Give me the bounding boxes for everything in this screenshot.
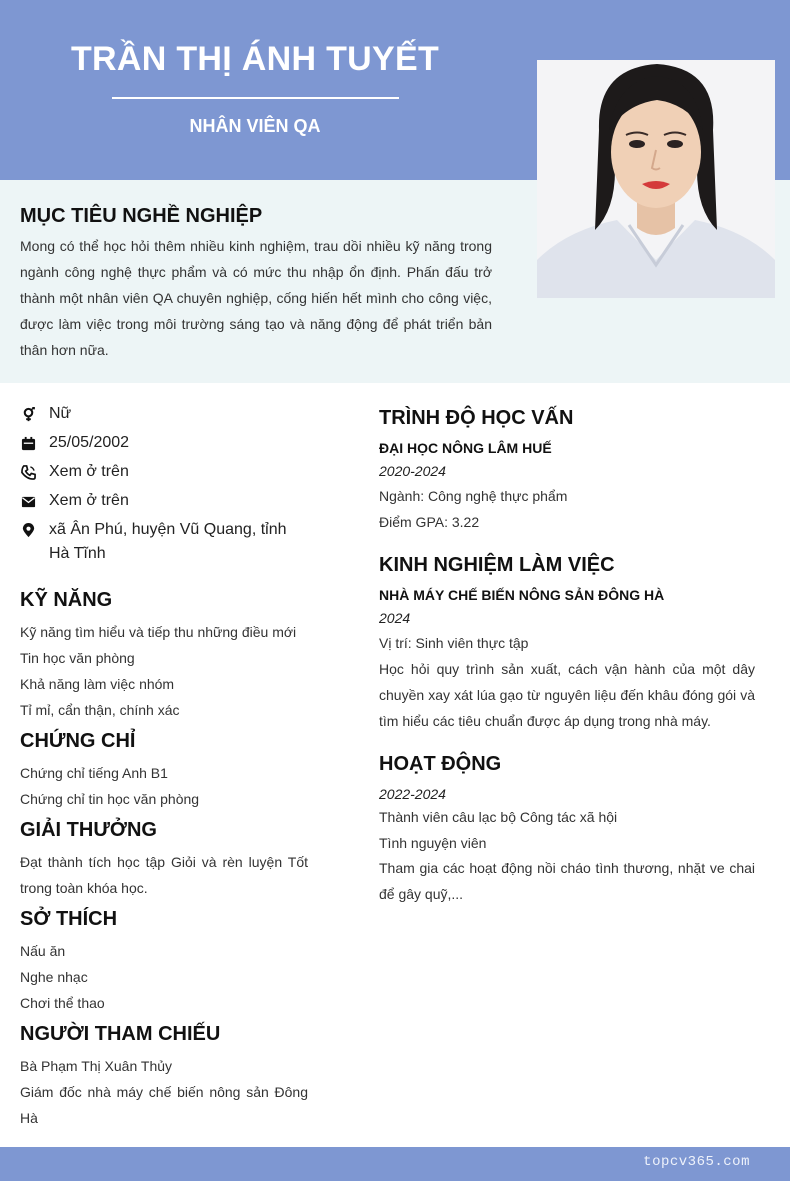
phone-icon (20, 460, 36, 484)
list-item: Chứng chỉ tin học văn phòng (20, 791, 200, 807)
list-item: Chơi thể thao (20, 995, 105, 1011)
hobbies-title: SỞ THÍCH (20, 908, 118, 930)
awards-title: GIẢI THƯỞNG (20, 819, 157, 841)
profile-photo (537, 60, 775, 298)
references-title: NGƯỜI THAM CHIẾU (20, 1023, 221, 1045)
experience-title: KINH NGHIỆM LÀM VIỆC (379, 554, 615, 576)
candidate-name: TRẦN THỊ ÁNH TUYẾT (70, 40, 440, 78)
objective-text: Mong có thể học hỏi thêm nhiều kinh nghiệm, trau dồi nhiều kỹ năng trong ngành công nghệ thực phẩm và có mức thu nhập ổn định. Phấn đấu trở thành một nhân viên QA chuyên nghiệp, cống hiến hết mình cho công việc, được làm việc trong môi trường sáng tạo và năng động để phát triển bản thân hơn nữa. (20, 238, 492, 358)
address-value: xã Ân Phú, huyện Vũ Quang, tỉnh Hà Tĩnh (49, 521, 287, 562)
activities-title: HOẠT ĐỘNG (379, 753, 502, 775)
job-title: NHÂN VIÊN QA (189, 116, 321, 136)
email-icon (20, 489, 36, 513)
list-item: Khả năng làm việc nhóm (20, 676, 175, 692)
list-item: Chứng chỉ tiếng Anh B1 (20, 765, 168, 781)
hobbies-list (20, 938, 310, 1016)
experience-position: Vị trí: Sinh viên thực tập (379, 635, 529, 651)
experience-period: 2024 (379, 610, 411, 626)
info-address (20, 518, 310, 566)
activities-list (379, 804, 755, 856)
skills-title: KỸ NĂNG (20, 589, 113, 611)
list-item: Tỉ mỉ, cẩn thận, chính xác (20, 702, 180, 718)
list-item: Nghe nhạc (20, 969, 88, 985)
certificates-list (20, 760, 310, 812)
list-item: Kỹ năng tìm hiểu và tiếp thu những điều mới (20, 624, 297, 640)
reference-name: Bà Phạm Thị Xuân Thủy (20, 1058, 173, 1074)
birthday-value: 25/05/2002 (49, 434, 130, 451)
objective-title: MỤC TIÊU NGHỀ NGHIỆP (20, 205, 263, 227)
list-item: Tình nguyện viên (379, 835, 487, 851)
email-value: Xem ở trên (49, 492, 129, 509)
footer-bar (0, 1147, 790, 1181)
reference-position: Giám đốc nhà máy chế biến nông sản Đông Hà (20, 1084, 308, 1126)
experience-description: Học hỏi quy trình sản xuất, cách vận hành của một dây chuyền xay xát lúa gạo từ nguyên liệu đến khâu đóng gói và tìm hiểu các tiêu chuẩn được áp dụng trong nhà máy. (379, 661, 755, 729)
education-school: ĐẠI HỌC NÔNG LÂM HUẾ (379, 440, 552, 456)
info-email (20, 489, 310, 513)
skills-list (20, 619, 310, 723)
awards-text: Đạt thành tích học tập Giỏi và rèn luyện Tốt trong toàn khóa học. (20, 854, 308, 896)
activities-description: Tham gia các hoạt động nồi cháo tình thương, nhặt ve chai để gây quỹ,... (379, 860, 755, 902)
info-gender (20, 402, 310, 426)
list-item: Tin học văn phòng (20, 650, 135, 666)
certificates-title: CHỨNG CHỈ (20, 730, 136, 752)
name-divider (112, 97, 399, 99)
education-gpa: Điểm GPA: 3.22 (379, 514, 480, 530)
experience-company: NHÀ MÁY CHẾ BIẾN NÔNG SẢN ĐÔNG HÀ (379, 587, 665, 603)
list-item: Thành viên câu lạc bộ Công tác xã hội (379, 809, 618, 825)
list-item: Nấu ăn (20, 943, 66, 959)
brand-watermark: topcv365.com (643, 1154, 750, 1170)
personal-info-list (20, 402, 310, 571)
activities-period: 2022-2024 (379, 786, 446, 802)
calendar-icon (20, 431, 36, 455)
education-major: Ngành: Công nghệ thực phẩm (379, 488, 568, 504)
phone-value: Xem ở trên (49, 463, 129, 480)
education-title: TRÌNH ĐỘ HỌC VẤN (379, 407, 574, 429)
portrait-illustration (537, 60, 775, 298)
gender-value: Nữ (49, 405, 72, 422)
info-birthday (20, 431, 310, 455)
education-period: 2020-2024 (379, 463, 446, 479)
location-icon (20, 518, 36, 542)
info-phone (20, 460, 310, 484)
gender-icon (20, 402, 36, 426)
